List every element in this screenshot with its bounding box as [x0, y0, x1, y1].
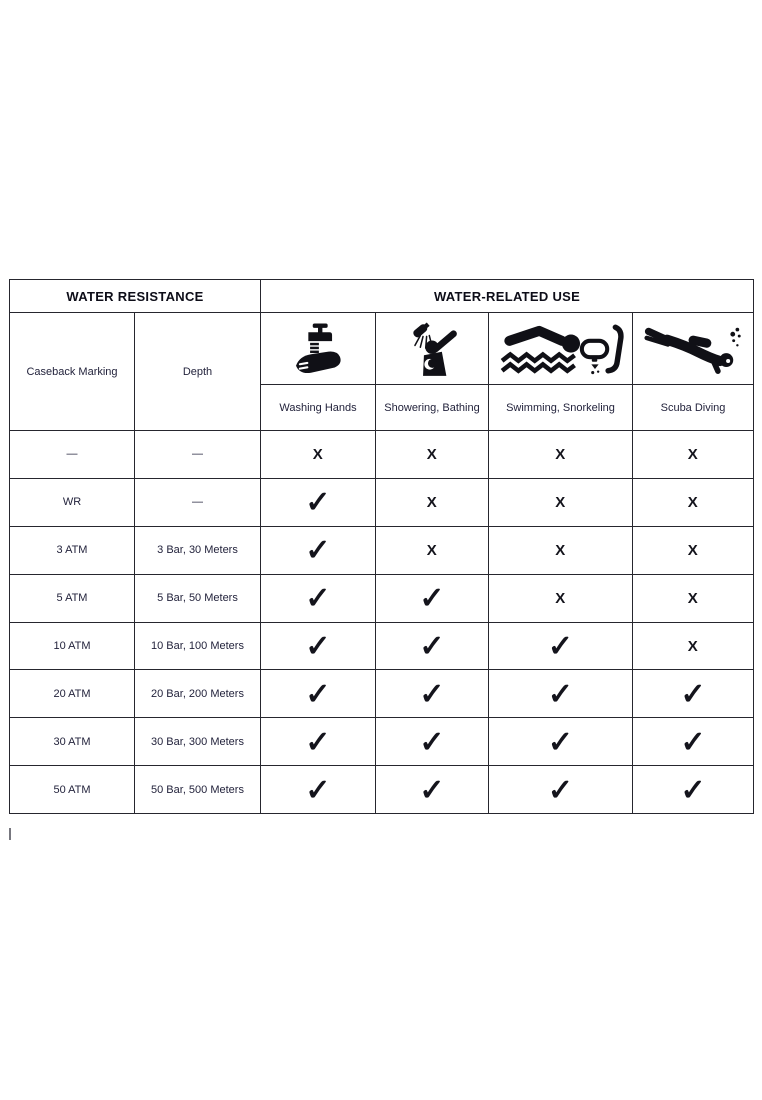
use-mark-cell [633, 718, 754, 766]
table-row [10, 574, 754, 622]
mark-glyph: X [426, 445, 438, 463]
scuba-diving-icon-cell [633, 313, 754, 385]
caseback-marking-value: 5 ATM [10, 574, 135, 622]
depth-value: — [135, 431, 261, 479]
caseback-marking-value: 50 ATM [10, 766, 135, 814]
showering-bathing-icon-cell [376, 313, 489, 385]
use-mark-cell [261, 574, 376, 622]
caseback-marking-value: — [10, 431, 135, 479]
use-mark-cell [376, 526, 489, 574]
depth-value: 3 Bar, 30 Meters [135, 526, 261, 574]
mark-glyph: ✓ [419, 582, 445, 616]
table-row [10, 431, 754, 479]
use-mark-cell [376, 718, 489, 766]
depth-value: 30 Bar, 300 Meters [135, 718, 261, 766]
mark-glyph: X [687, 541, 699, 559]
mark-glyph: ✓ [419, 773, 445, 807]
use-mark-cell [489, 766, 633, 814]
water-related-use-header: WATER-RELATED USE [261, 280, 754, 313]
mark-glyph: ✓ [305, 773, 331, 807]
table-row [10, 718, 754, 766]
use-mark-cell [633, 431, 754, 479]
washing-hands-icon-cell [261, 313, 376, 385]
mark-glyph: X [555, 589, 566, 607]
table-left-border-tail [9, 828, 11, 840]
depth-value: 10 Bar, 100 Meters [135, 622, 261, 670]
use-mark-cell [489, 670, 633, 718]
mark-glyph: ✓ [305, 630, 331, 663]
depth-value: 50 Bar, 500 Meters [135, 766, 261, 814]
water-resistance-table [9, 279, 754, 814]
use-mark-cell [376, 622, 489, 670]
use-mark-cell [633, 670, 754, 718]
use-label-showering-bathing: Showering, Bathing [376, 385, 489, 431]
caseback-marking-value: 10 ATM [10, 622, 135, 670]
use-mark-cell [489, 526, 633, 574]
table-row [10, 478, 754, 526]
mark-glyph: ✓ [305, 486, 331, 520]
caseback-marking-value: WR [10, 478, 135, 526]
mark-glyph: ✓ [680, 773, 706, 807]
use-mark-cell [261, 670, 376, 718]
use-mark-cell [633, 766, 754, 814]
mark-glyph: X [426, 541, 438, 559]
depth-value: 20 Bar, 200 Meters [135, 670, 261, 718]
caseback-marking-value: 20 ATM [10, 670, 135, 718]
caseback-marking-column-header: Caseback Marking [10, 313, 135, 431]
mark-glyph: X [687, 445, 699, 463]
mark-glyph: ✓ [419, 725, 445, 759]
table-row [10, 670, 754, 718]
use-mark-cell [633, 526, 754, 574]
mark-glyph: X [555, 541, 566, 559]
table-row [10, 526, 754, 574]
use-label-washing-hands: Washing Hands [261, 385, 376, 431]
use-mark-cell [489, 718, 633, 766]
mark-glyph: ✓ [305, 534, 331, 568]
use-label-scuba-diving: Scuba Diving [633, 385, 754, 431]
use-mark-cell [261, 526, 376, 574]
use-mark-cell [489, 574, 633, 622]
caseback-marking-value: 3 ATM [10, 526, 135, 574]
depth-value: — [135, 478, 261, 526]
mark-glyph: X [687, 637, 699, 655]
mark-glyph: X [312, 445, 324, 463]
mark-glyph: ✓ [547, 677, 574, 711]
caseback-marking-value: 30 ATM [10, 718, 135, 766]
mark-glyph: ✓ [547, 725, 574, 759]
swimming-snorkeling-icon-cell [489, 313, 633, 385]
depth-value: 5 Bar, 50 Meters [135, 574, 261, 622]
mark-glyph: X [687, 493, 699, 511]
depth-column-header: Depth [135, 313, 261, 431]
use-mark-cell [376, 574, 489, 622]
mark-glyph: X [426, 493, 438, 511]
use-mark-cell [261, 431, 376, 479]
mark-glyph: ✓ [419, 677, 445, 711]
mark-glyph: ✓ [680, 725, 706, 759]
mark-glyph: X [687, 589, 699, 607]
use-mark-cell [489, 431, 633, 479]
water-resistance-chart [9, 279, 753, 814]
use-mark-cell [376, 478, 489, 526]
swimmer-snorkel-mask-icon [489, 313, 632, 384]
use-mark-cell [376, 766, 489, 814]
use-mark-cell [261, 622, 376, 670]
mark-glyph: ✓ [305, 725, 331, 759]
mark-glyph: ✓ [419, 630, 445, 663]
use-mark-cell [261, 718, 376, 766]
water-resistance-header: WATER RESISTANCE [10, 280, 261, 313]
mark-glyph: ✓ [547, 630, 574, 663]
faucet-hand-washing-icon [261, 313, 375, 384]
icon-row [10, 313, 754, 385]
scuba-diver-icon [633, 313, 753, 384]
group-header-row [10, 280, 754, 313]
mark-glyph: ✓ [680, 677, 706, 711]
use-mark-cell [633, 478, 754, 526]
use-mark-cell [261, 766, 376, 814]
use-label-swimming-snorkeling: Swimming, Snorkeling [489, 385, 633, 431]
mark-glyph: X [555, 493, 566, 511]
use-mark-cell [261, 478, 376, 526]
use-mark-cell [489, 478, 633, 526]
use-mark-cell [376, 431, 489, 479]
mark-glyph: ✓ [305, 582, 331, 616]
mark-glyph: X [555, 445, 566, 463]
use-mark-cell [633, 622, 754, 670]
use-mark-cell [489, 622, 633, 670]
table-row [10, 622, 754, 670]
mark-glyph: ✓ [547, 773, 574, 807]
table-row [10, 766, 754, 814]
use-mark-cell [376, 670, 489, 718]
mark-glyph: ✓ [305, 677, 331, 711]
use-mark-cell [633, 574, 754, 622]
shower-person-icon [376, 313, 488, 384]
